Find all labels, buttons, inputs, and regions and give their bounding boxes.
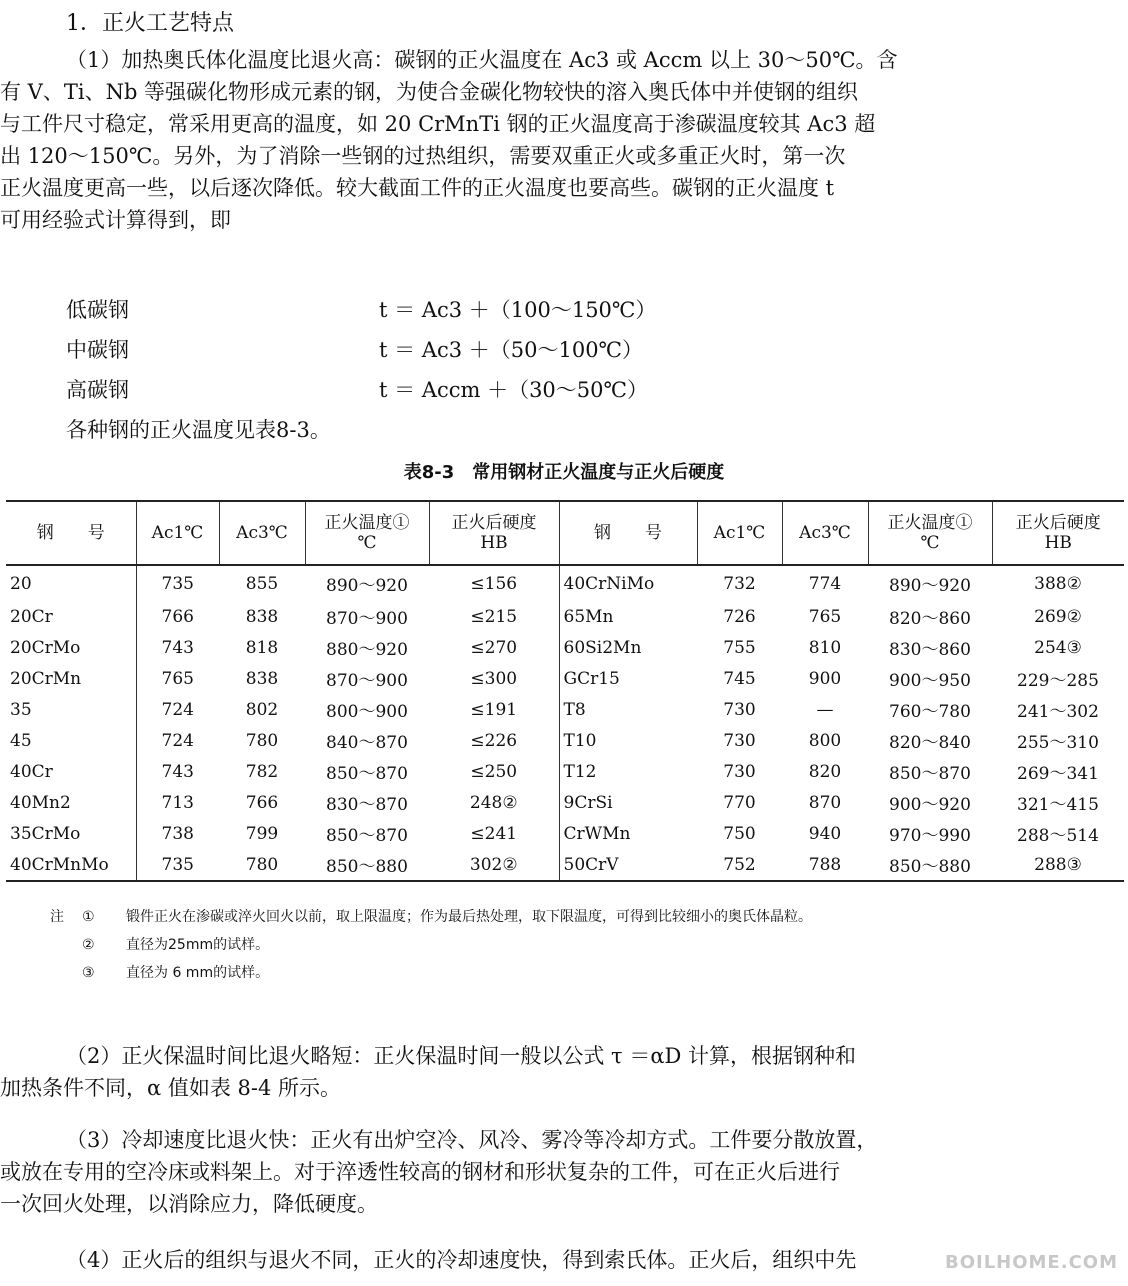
- formula-name: 中碳钢: [66, 338, 129, 362]
- formula-expression: t ＝ Accm ＋（30～50℃）: [379, 378, 649, 402]
- table-cell: 830～870: [326, 795, 408, 815]
- table-cell: ≤300: [429, 663, 559, 694]
- paragraph-line: 出 120～150℃。另外，为了消除一些钢的过热组织，需要双重正火或多重正火时，第一次: [0, 144, 846, 168]
- table-row: [6, 849, 1124, 881]
- table-cell: 850～870: [326, 764, 408, 784]
- table-cell: 765: [161, 668, 194, 689]
- header-cell: Ac3℃: [219, 501, 305, 565]
- table-row: [6, 601, 1124, 632]
- paragraph-line: （4）正火后的组织与退火不同，正火的冷却速度快，得到索氏体。正火后，组织中先: [66, 1248, 857, 1272]
- paragraph-holding-time: [0, 1040, 1120, 1104]
- table-cell: 838: [245, 668, 279, 689]
- header-cell: 钢 号: [6, 501, 136, 565]
- header-cell: 正火温度① ℃: [305, 501, 429, 565]
- table-header-row: [6, 501, 1124, 565]
- table-cell: 782: [245, 761, 279, 782]
- table-cell: 890～920: [889, 576, 971, 596]
- table-cell: 735: [161, 854, 194, 875]
- table-cell: 730: [723, 699, 756, 720]
- table-cell: 20CrMo: [6, 632, 136, 663]
- table-cell: 40Mn2: [6, 787, 136, 818]
- header-cell: Ac3℃: [782, 501, 868, 565]
- table-cell: ≤226: [429, 725, 559, 756]
- table-row: [6, 663, 1124, 694]
- table-cell: 35CrMo: [6, 818, 136, 849]
- paragraph-line: 一次回火处理，以消除应力，降低硬度。: [0, 1192, 378, 1216]
- table-cell: 774: [808, 573, 842, 594]
- table-cell: 50CrV: [563, 854, 619, 875]
- header-cell: Ac1℃: [136, 501, 219, 565]
- table-cell: 870～900: [326, 609, 408, 629]
- table-cell: 388②: [1034, 573, 1082, 594]
- table-cell: 970～990: [889, 826, 971, 846]
- table-row: [6, 818, 1124, 849]
- table-reference-text: 各种钢的正火温度见表8-3。: [66, 418, 331, 442]
- table-row: [6, 787, 1124, 818]
- table-cell: 302②: [429, 849, 559, 881]
- table-row: [6, 632, 1124, 663]
- table-cell: 738: [161, 823, 194, 844]
- paragraph-line: 加热条件不同，α 值如表 8-4 所示。: [0, 1076, 342, 1100]
- table-cell: 35: [6, 694, 136, 725]
- note-item: [50, 934, 1120, 956]
- table-cell: 820～860: [889, 609, 971, 629]
- table-cell: CrWMn: [563, 823, 631, 844]
- table-cell: 752: [723, 854, 756, 875]
- table-cell: 820～840: [889, 733, 971, 753]
- table-cell: 750: [723, 823, 756, 844]
- formula-medium-carbon: [66, 334, 766, 366]
- table-cell: 726: [723, 606, 756, 627]
- table-cell: 870～900: [326, 671, 408, 691]
- table-cell: 940: [808, 823, 842, 844]
- table-cell: 730: [723, 730, 756, 751]
- note-number: ③: [82, 965, 95, 981]
- table-notes: [50, 906, 1120, 984]
- table-cell: 321～415: [1017, 795, 1099, 815]
- paragraph-line: （3）冷却速度比退火快：正火有出炉空冷、风冷、雾冷等冷却方式。工件要分散放置，: [66, 1128, 878, 1152]
- table-cell: 840～870: [326, 733, 408, 753]
- table-row: [6, 725, 1124, 756]
- table-cell: 20: [6, 565, 136, 601]
- table-cell: 780: [245, 854, 279, 875]
- table-cell: ≤241: [429, 818, 559, 849]
- watermark: BOILHOME.COM: [944, 1252, 1118, 1273]
- formula-high-carbon: [66, 374, 766, 406]
- section-title: 1．正火工艺特点: [66, 11, 234, 36]
- table-row: [6, 756, 1124, 787]
- formula-name: 高碳钢: [66, 378, 129, 402]
- normalizing-table: [6, 500, 1124, 882]
- table-cell: 830～860: [889, 640, 971, 660]
- paragraph-cooling-rate: [0, 1124, 1120, 1220]
- note-label: 注: [50, 909, 64, 925]
- table-cell: 766: [245, 792, 279, 813]
- table-row: [6, 565, 1124, 601]
- table-cell: 800～900: [326, 702, 408, 722]
- note-item: [50, 906, 1120, 928]
- formula-expression: t ＝ Ac3 ＋（100～150℃）: [379, 298, 657, 322]
- table-cell: 735: [161, 573, 194, 594]
- table-cell: 900～920: [889, 795, 971, 815]
- formula-name: 低碳钢: [66, 298, 129, 322]
- table-cell: ≤215: [429, 601, 559, 632]
- table-body: [6, 565, 1124, 881]
- table-cell: 765: [808, 606, 842, 627]
- note-item: [50, 962, 1120, 984]
- table-row: [6, 694, 1124, 725]
- header-cell: 正火温度① ℃: [868, 501, 992, 565]
- table-cell: 780: [245, 730, 279, 751]
- table-cell: 870: [808, 792, 842, 813]
- note-text: 锻件正火在渗碳或淬火回火以前，取上限温度；作为最后热处理，取下限温度，可得到比较细小的奥氏体晶粒。: [126, 909, 812, 925]
- header-cell: 正火后硬度 HB: [429, 501, 559, 565]
- table-cell: 838: [245, 606, 279, 627]
- table-cell: 40CrMnMo: [6, 849, 136, 881]
- table-cell: 788: [808, 854, 842, 875]
- table-cell: 802: [245, 699, 279, 720]
- table-cell: ≤270: [429, 632, 559, 663]
- paragraph-line: 可用经验式计算得到，即: [0, 208, 231, 232]
- table-cell: 880～920: [326, 640, 408, 660]
- table-cell: 40Cr: [6, 756, 136, 787]
- table-cell: 855: [245, 573, 279, 594]
- note-number: ①: [82, 909, 95, 925]
- table-cell: 248②: [429, 787, 559, 818]
- table-cell: T8: [563, 699, 586, 720]
- table-cell: 755: [723, 637, 756, 658]
- table-cell: 20CrMn: [6, 663, 136, 694]
- header-cell: 钢 号: [559, 501, 697, 565]
- table-cell: 713: [161, 792, 194, 813]
- table-cell: 288③: [1034, 854, 1082, 875]
- note-text: 直径为 6 mm的试样。: [126, 965, 270, 981]
- note-number: ②: [82, 937, 95, 953]
- table-cell: 850～870: [889, 764, 971, 784]
- table-cell: 732: [723, 573, 756, 594]
- table-cell: 229～285: [1017, 671, 1099, 691]
- table-cell: 9CrSi: [563, 792, 613, 813]
- table-cell: T10: [563, 730, 597, 751]
- table-cell: 724: [161, 699, 194, 720]
- table-cell: 65Mn: [563, 606, 614, 627]
- table-title: 表8-3 常用钢材正火温度与正火后硬度: [403, 462, 725, 483]
- table-cell: 288～514: [1017, 826, 1099, 846]
- table-cell: 820: [808, 761, 842, 782]
- table-cell: 850～870: [326, 826, 408, 846]
- table-cell: ≤156: [429, 565, 559, 601]
- table-cell: 269②: [1034, 606, 1082, 627]
- table-cell: 743: [161, 761, 194, 782]
- table-cell: ≤250: [429, 756, 559, 787]
- table-cell: 45: [6, 725, 136, 756]
- table-cell: 818: [245, 637, 279, 658]
- table-cell: 850～880: [326, 857, 408, 877]
- paragraph-line: 或放在专用的空冷床或料架上。对于淬透性较高的钢材和形状复杂的工件，可在正火后进行: [0, 1160, 840, 1184]
- header-cell: Ac1℃: [697, 501, 782, 565]
- table-cell: 269～341: [1017, 764, 1099, 784]
- paragraph-line: 与工件尺寸稳定，常采用更高的温度，如 20 CrMnTi 钢的正火温度高于渗碳温度较其 Ac3 超: [0, 112, 876, 136]
- table-cell: 254③: [1034, 637, 1082, 658]
- table-cell: 743: [161, 637, 194, 658]
- table-cell: 730: [723, 761, 756, 782]
- table-cell: 770: [723, 792, 756, 813]
- paragraph-line: （2）正火保温时间比退火略短：正火保温时间一般以公式 τ ＝αD 计算，根据钢种和: [66, 1044, 857, 1068]
- table-cell: 60Si2Mn: [563, 637, 642, 658]
- formula-low-carbon: [66, 294, 766, 326]
- table-cell: 724: [161, 730, 194, 751]
- table-cell: 241～302: [1017, 702, 1099, 722]
- table-cell: T12: [563, 761, 597, 782]
- paragraph-line: 正火温度更高一些，以后逐次降低。较大截面工件的正火温度也要高些。碳钢的正火温度 t: [0, 176, 835, 200]
- table-cell: 745: [723, 668, 756, 689]
- formula-expression: t ＝ Ac3 ＋（50～100℃）: [379, 338, 644, 362]
- table-cell: 255～310: [1017, 733, 1099, 753]
- table-cell: 760～780: [889, 702, 971, 722]
- table-cell: 900: [808, 668, 842, 689]
- table-cell: 20Cr: [6, 601, 136, 632]
- table-cell: —: [816, 699, 834, 720]
- table-cell: 850～880: [889, 857, 971, 877]
- paragraph-heating-temperature: [0, 44, 1120, 236]
- paragraph-line: （1）加热奥氏体化温度比退火高：碳钢的正火温度在 Ac3 或 Accm 以上 30～50℃。含: [66, 48, 898, 72]
- table-cell: 900～950: [889, 671, 971, 691]
- header-cell: 正火后硬度 HB: [1015, 513, 1101, 553]
- table-cell: ≤191: [429, 694, 559, 725]
- table-cell: 766: [161, 606, 194, 627]
- note-text: 直径为25mm的试样。: [126, 937, 270, 953]
- table-cell: 800: [808, 730, 842, 751]
- table-cell: 810: [808, 637, 842, 658]
- table-cell: GCr15: [563, 668, 620, 689]
- table-cell: 40CrNiMo: [563, 573, 655, 594]
- table-cell: 890～920: [326, 576, 408, 596]
- table-cell: 799: [245, 823, 279, 844]
- paragraph-line: 有 V、Ti、Nb 等强碳化物形成元素的钢，为使合金碳化物较快的溶入奥氏体中并使钢的组织: [0, 80, 859, 104]
